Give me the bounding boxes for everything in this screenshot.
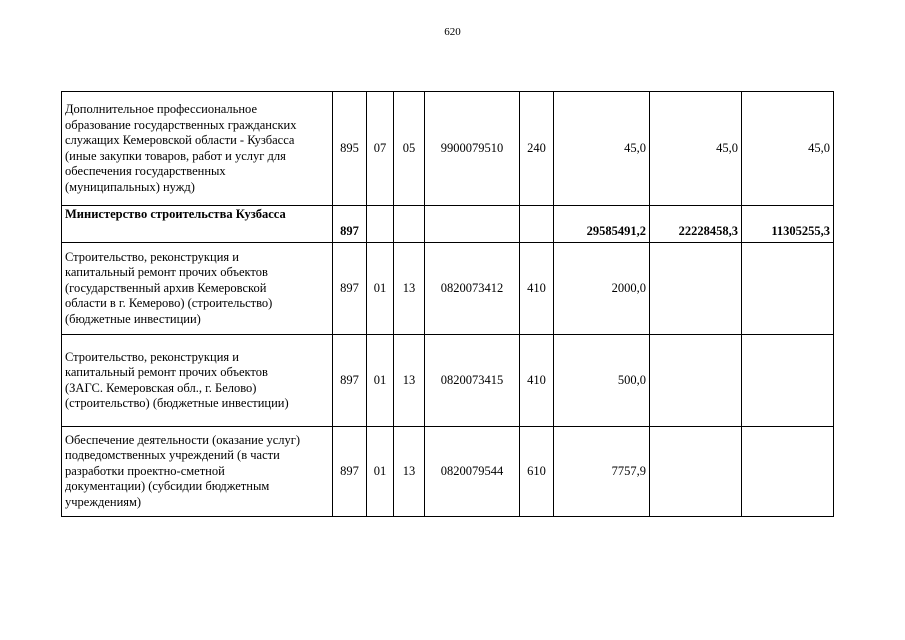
row-name: Дополнительное профессиональное образование государственных гражданских служащих Кемеровской области - Кузбасса (иные закупки товаров, работ и услуг для обеспечения государственных (муниципальных) нужд) bbox=[62, 92, 333, 206]
budget-table bbox=[61, 91, 834, 517]
row-name: Обеспечение деятельности (оказание услуг) подведомственных учреждений (в части разработки проектно-сметной документации) (субсидии бюджетным учреждениям) bbox=[62, 427, 333, 517]
amount-year-1: 500,0 bbox=[554, 335, 650, 427]
row-name: Министерство строительства Кузбасса bbox=[62, 206, 333, 243]
subsection-code: 13 bbox=[394, 335, 425, 427]
page-number: 620 bbox=[444, 26, 461, 38]
amount-year-1: 29585491,2 bbox=[554, 206, 650, 243]
amount-year-2 bbox=[650, 243, 742, 335]
amount-year-3: 45,0 bbox=[742, 92, 834, 206]
ministry-code: 897 bbox=[333, 335, 367, 427]
amount-year-3 bbox=[742, 243, 834, 335]
amount-year-2: 22228458,3 bbox=[650, 206, 742, 243]
target-article-code: 9900079510 bbox=[425, 92, 520, 206]
ministry-code: 897 bbox=[333, 427, 367, 517]
target-article-code bbox=[425, 206, 520, 243]
table-row bbox=[62, 92, 834, 206]
amount-year-2 bbox=[650, 427, 742, 517]
subsection-code: 13 bbox=[394, 243, 425, 335]
section-code: 01 bbox=[367, 335, 394, 427]
ministry-code: 895 bbox=[333, 92, 367, 206]
amount-year-3 bbox=[742, 335, 834, 427]
section-code: 01 bbox=[367, 243, 394, 335]
section-code: 01 bbox=[367, 427, 394, 517]
subsection-code bbox=[394, 206, 425, 243]
amount-year-1: 2000,0 bbox=[554, 243, 650, 335]
table-row bbox=[62, 427, 834, 517]
row-name: Строительство, реконструкция и капитальный ремонт прочих объектов (государственный архив Кемеровской области в г. Кемерово) (строительство) (бюджетные инвестиции) bbox=[62, 243, 333, 335]
target-article-code: 0820073412 bbox=[425, 243, 520, 335]
ministry-code: 897 bbox=[333, 243, 367, 335]
amount-year-3 bbox=[742, 427, 834, 517]
amount-year-2: 45,0 bbox=[650, 92, 742, 206]
expense-type-code: 240 bbox=[520, 92, 554, 206]
amount-year-2 bbox=[650, 335, 742, 427]
table-row bbox=[62, 335, 834, 427]
subsection-code: 13 bbox=[394, 427, 425, 517]
target-article-code: 0820073415 bbox=[425, 335, 520, 427]
expense-type-code: 610 bbox=[520, 427, 554, 517]
amount-year-1: 7757,9 bbox=[554, 427, 650, 517]
table-row bbox=[62, 243, 834, 335]
ministry-code: 897 bbox=[333, 206, 367, 243]
amount-year-3: 11305255,3 bbox=[742, 206, 834, 243]
subsection-code: 05 bbox=[394, 92, 425, 206]
target-article-code: 0820079544 bbox=[425, 427, 520, 517]
expense-type-code bbox=[520, 206, 554, 243]
expense-type-code: 410 bbox=[520, 335, 554, 427]
section-code: 07 bbox=[367, 92, 394, 206]
section-code bbox=[367, 206, 394, 243]
expense-type-code: 410 bbox=[520, 243, 554, 335]
table-row bbox=[62, 206, 834, 243]
row-name: Строительство, реконструкция и капитальный ремонт прочих объектов (ЗАГС. Кемеровская обл., г. Белово) (строительство) (бюджетные инвестиции) bbox=[62, 335, 333, 427]
amount-year-1: 45,0 bbox=[554, 92, 650, 206]
